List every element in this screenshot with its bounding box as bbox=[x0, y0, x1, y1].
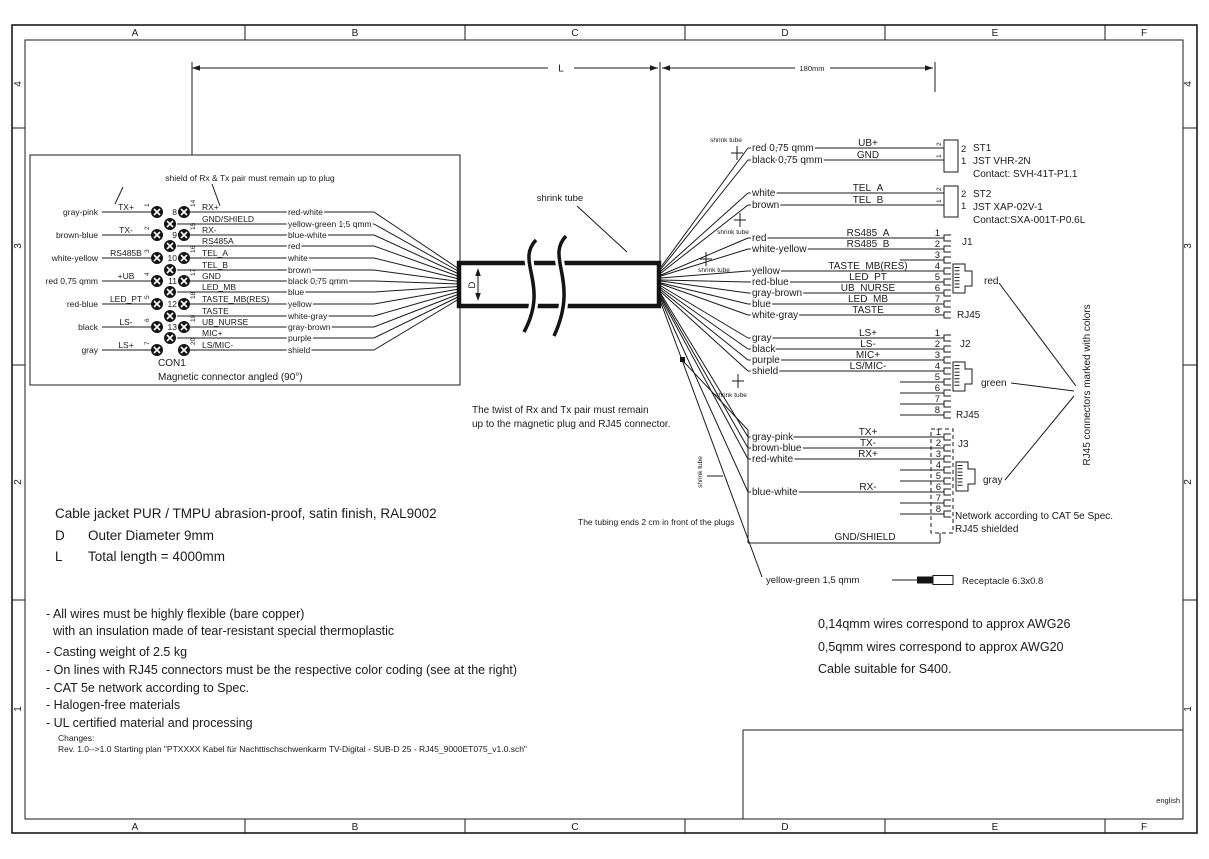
receptacle-crimp bbox=[917, 577, 933, 584]
pin-number: 8 bbox=[934, 405, 940, 416]
pin-number: 7 bbox=[934, 294, 940, 305]
pin-number: 19 bbox=[190, 314, 197, 322]
wire-color: brown bbox=[752, 200, 780, 211]
pin-number: 16 bbox=[190, 245, 197, 253]
wire-color: brown-blue bbox=[752, 443, 802, 454]
frame-col-label: F bbox=[1140, 28, 1148, 39]
connector-contact: Contact: SVH-41T-P1.1 bbox=[973, 169, 1078, 180]
wire-color: white bbox=[288, 253, 308, 263]
wire-signal: TX+ bbox=[858, 427, 878, 438]
wire-signal: TX- bbox=[859, 438, 877, 449]
shield-junction-dot bbox=[680, 357, 685, 362]
frame-col-label: D bbox=[781, 822, 789, 833]
pin-number: 5 bbox=[144, 295, 151, 299]
frame-col-label: D bbox=[781, 28, 789, 39]
pin-number: 1 bbox=[935, 427, 941, 438]
cable-spec-notes bbox=[46, 506, 527, 754]
pin-number: 2 bbox=[144, 226, 151, 230]
cat5e-note: Network according to CAT 5e Spec. bbox=[955, 511, 1114, 522]
j3-stubs bbox=[944, 434, 951, 517]
frame-col-label: B bbox=[351, 28, 359, 39]
pin-number: 6 bbox=[934, 383, 940, 394]
leader-line bbox=[999, 283, 1076, 386]
wire-signal: UB_NURSE bbox=[840, 283, 896, 294]
dim-length-label: L bbox=[558, 63, 564, 75]
shrink-tube-label: shrink tube bbox=[715, 392, 747, 399]
wire-signal: LED_PT bbox=[109, 294, 143, 304]
bullet-note: - All wires must be highly flexible (bare copper) bbox=[46, 607, 305, 621]
wire-signal: RX+ bbox=[202, 202, 219, 212]
title-block-divider bbox=[743, 730, 1183, 819]
pin-number: 17 bbox=[190, 268, 197, 276]
pin-number: 1 bbox=[144, 203, 151, 207]
wire-signal: LS/MIC- bbox=[202, 340, 234, 350]
con1-left-labels bbox=[46, 202, 151, 355]
st1 bbox=[752, 138, 1078, 180]
wire-color: red 0,75 qmm bbox=[45, 276, 98, 286]
connector-id: ST1 bbox=[973, 143, 992, 154]
bullet-note: - Casting weight of 2.5 kg bbox=[46, 645, 188, 659]
awg-note: 0,5qmm wires correspond to approx AWG20 bbox=[818, 640, 1064, 654]
rj45-shielded-note: RJ45 shielded bbox=[955, 524, 1019, 535]
language-note: english bbox=[1156, 796, 1180, 805]
frame-col-label: C bbox=[571, 28, 579, 39]
frame-col-label: C bbox=[571, 822, 579, 833]
j1-stubs bbox=[944, 235, 951, 318]
wire-color: blue bbox=[752, 299, 771, 310]
wire-signal: MIC+ bbox=[855, 350, 881, 361]
con1-shield-note: shield of Rx & Tx pair must remain up to plug bbox=[165, 173, 335, 183]
wire-color: yellow-green 1,5 qmm bbox=[766, 575, 860, 586]
wire-signal: RX- bbox=[859, 482, 877, 493]
con1-type: Magnetic connector angled (90°) bbox=[158, 372, 303, 383]
pin-number: 6 bbox=[934, 283, 940, 294]
bullet-note: with an insulation made of tear-resistant special thermoplastic bbox=[53, 624, 395, 638]
twist-note-line2: up to the magnetic plug and RJ45 connector. bbox=[472, 419, 671, 430]
wire-color: white-gray bbox=[752, 310, 799, 321]
changes-title: Changes: bbox=[58, 733, 95, 743]
frame-row-label: 3 bbox=[1183, 243, 1194, 249]
wire-color: white-yellow bbox=[752, 244, 807, 255]
pin-number: 1 bbox=[936, 199, 943, 203]
rj45-jack-icon bbox=[956, 462, 975, 491]
cable bbox=[459, 193, 659, 336]
ground-wire bbox=[766, 575, 1043, 587]
rj45-color-mark: green bbox=[981, 378, 1007, 389]
pin-number: 3 bbox=[934, 250, 940, 261]
wire-color: black 0,75 qmm bbox=[752, 155, 823, 166]
pin-number: 4 bbox=[144, 272, 151, 276]
wire-signal: TEL_B bbox=[202, 260, 228, 270]
pin-number: 2 bbox=[934, 339, 940, 350]
pin-number: 11 bbox=[168, 276, 177, 286]
pin-number: 8 bbox=[172, 207, 177, 217]
awg-notes bbox=[818, 617, 1070, 676]
j2-stubs bbox=[944, 335, 951, 418]
frame-row-label: 1 bbox=[13, 706, 24, 712]
shrink-tube-label: shrink tube bbox=[717, 229, 749, 236]
wire-color: white-gray bbox=[288, 311, 328, 321]
pin-number: 2 bbox=[936, 187, 943, 191]
wire-color: black bbox=[78, 322, 98, 332]
wire-signal: TEL_A bbox=[852, 183, 884, 194]
d-text: Outer Diameter 9mm bbox=[88, 528, 215, 543]
connector-contact: Contact:SXA-001T-P0.6L bbox=[973, 215, 1086, 226]
dim-180mm-label: 180mm bbox=[799, 64, 825, 73]
pin-number: 9 bbox=[172, 230, 177, 240]
connector-type: RJ45 bbox=[956, 410, 980, 421]
awg-note: 0,14qmm wires correspond to approx AWG26 bbox=[818, 617, 1071, 631]
wire-signal: LS/MIC- bbox=[849, 361, 887, 372]
wire-color: red-blue bbox=[752, 277, 789, 288]
wire-color: gray bbox=[81, 345, 98, 355]
receptacle-body bbox=[933, 576, 953, 585]
pin-number: 14 bbox=[190, 199, 197, 207]
wire-color: gray-brown bbox=[752, 288, 803, 299]
rj45-color-mark: gray bbox=[983, 475, 1003, 486]
pin-number: 7 bbox=[934, 394, 940, 405]
rj45-jack-icon bbox=[953, 362, 972, 391]
wire-signal: LS+ bbox=[858, 328, 878, 339]
wire-signal: RS485_B bbox=[846, 239, 890, 250]
bullet-note: - CAT 5e network according to Spec. bbox=[46, 681, 250, 695]
d-label: D bbox=[55, 528, 65, 543]
shrink-tube-label: shrink tube bbox=[536, 193, 584, 204]
gnd-shield-label: GND/SHIELD bbox=[834, 532, 896, 543]
pin-number: 12 bbox=[167, 299, 177, 309]
connector-id: ST2 bbox=[973, 189, 992, 200]
wire-signal: GND/SHIELD bbox=[202, 214, 254, 224]
wire-color: black bbox=[752, 344, 776, 355]
dim-arrow bbox=[650, 65, 658, 71]
dim-arrow bbox=[662, 65, 670, 71]
wire-color: red-blue bbox=[66, 299, 98, 309]
bullet-note: - UL certified material and processing bbox=[46, 716, 253, 730]
wire-signal: TEL_B bbox=[852, 195, 884, 206]
wire-color: red-white bbox=[752, 454, 794, 465]
pin-number: 6 bbox=[935, 482, 941, 493]
pin-number: 20 bbox=[190, 337, 197, 345]
wire-color: blue-white bbox=[752, 487, 798, 498]
bullet-note: - Halogen-free materials bbox=[46, 698, 181, 712]
wire-color: red bbox=[752, 233, 767, 244]
wire-color: black 0,75 qmm bbox=[288, 276, 348, 286]
wire-signal: MIC+ bbox=[202, 328, 223, 338]
pin-number: 2 bbox=[934, 239, 940, 250]
dim-arrow bbox=[925, 65, 933, 71]
l-label: L bbox=[55, 549, 63, 564]
wire-color: gray-pink bbox=[63, 207, 98, 217]
shrink-tube-label: shrink tube bbox=[698, 267, 730, 274]
frame-col-label: A bbox=[131, 822, 139, 833]
wire-signal: UB_NURSE bbox=[202, 317, 249, 327]
wire-color: gray-brown bbox=[288, 322, 331, 332]
pin-number: 8 bbox=[934, 305, 940, 316]
frame-col-label: A bbox=[131, 28, 139, 39]
connector-part: JST VHR-2N bbox=[973, 156, 1031, 167]
pin-number: 1 bbox=[934, 228, 940, 239]
pin-number: 4 bbox=[935, 460, 941, 471]
wire-signal: LS- bbox=[860, 339, 876, 350]
con1-pin-field bbox=[151, 199, 197, 356]
connector-id: J2 bbox=[960, 339, 971, 350]
pin-number: 2 bbox=[961, 189, 967, 200]
frame-row-label: 4 bbox=[1183, 81, 1194, 87]
l-text: Total length = 4000mm bbox=[88, 549, 225, 564]
wire-color: gray-pink bbox=[752, 432, 794, 443]
changes-revision-line: Rev. 1.0-->1.0 Starting plan "PTXXXX Kabel für Nachttischschwenkarm TV-Digital - SUB-D 25 - RJ45_9000ET075_v1.0.sch" bbox=[58, 744, 527, 754]
pin-number: 13 bbox=[167, 322, 177, 332]
pin-number: 1 bbox=[934, 328, 940, 339]
frame-row-label: 3 bbox=[13, 243, 24, 249]
wire-color: white bbox=[752, 188, 776, 199]
frame-row-label: 2 bbox=[1183, 479, 1194, 485]
pin-number: 4 bbox=[934, 361, 940, 372]
frame-row-label: 2 bbox=[13, 479, 24, 485]
frame-col-label: E bbox=[991, 28, 999, 39]
wire-color: yellow bbox=[752, 266, 780, 277]
dim-diameter-label: D bbox=[467, 281, 478, 289]
wire-fan-right bbox=[661, 148, 940, 577]
connector-part: JST XAP-02V-1 bbox=[973, 202, 1043, 213]
pin-number: 2 bbox=[936, 142, 943, 146]
wire-color: gray bbox=[752, 333, 772, 344]
wire-signal: RX- bbox=[202, 225, 217, 235]
rj45-colors-note: RJ45 connectors marked with colors bbox=[1082, 304, 1093, 466]
j2 bbox=[752, 328, 1074, 421]
pin-number: 3 bbox=[934, 350, 940, 361]
pin-number: 1 bbox=[961, 156, 967, 167]
shrink-tube-label: shrink tube bbox=[697, 456, 704, 488]
connector-type: RJ45 bbox=[957, 310, 981, 321]
wire-color: shield bbox=[752, 366, 779, 377]
wire-signal: UB+ bbox=[858, 138, 878, 149]
wire-color: brown-blue bbox=[55, 230, 98, 240]
wire-color: purple bbox=[752, 355, 780, 366]
rj45-color-mark: red bbox=[984, 276, 999, 287]
pin-number: 8 bbox=[935, 504, 941, 515]
wire-color: brown bbox=[288, 265, 312, 275]
j1 bbox=[751, 228, 1076, 386]
wire-color: yellow bbox=[288, 299, 312, 309]
wire-signal: TASTE_MB(RES) bbox=[828, 261, 908, 272]
wire-color: shield bbox=[288, 345, 311, 355]
wire-color: red bbox=[288, 241, 301, 251]
frame-row-label: 1 bbox=[1183, 706, 1194, 712]
wire-signal: LS+ bbox=[118, 340, 134, 350]
connector-id: J3 bbox=[958, 439, 969, 450]
wire-signal: RS485B bbox=[110, 248, 142, 258]
pin-number: 18 bbox=[190, 291, 197, 299]
pin-number: 1 bbox=[936, 154, 943, 158]
pin-number: 7 bbox=[935, 493, 941, 504]
wire-signal: LS- bbox=[119, 317, 133, 327]
wire-color: blue bbox=[288, 287, 305, 297]
wire-color: blue-white bbox=[288, 230, 327, 240]
wire-signal: LED_MB bbox=[847, 294, 889, 305]
wire-color: white-yellow bbox=[51, 253, 98, 263]
dim-arrow bbox=[192, 65, 200, 71]
pin-number: 3 bbox=[144, 249, 151, 253]
wire-signal: TEL_A bbox=[202, 248, 228, 258]
pin-number: 3 bbox=[935, 449, 941, 460]
wire-signal: LED_MB bbox=[202, 282, 237, 292]
bullet-note: - On lines with RJ45 connectors must be the respective color coding (see at the right) bbox=[46, 663, 518, 677]
wire-signal: RX+ bbox=[858, 449, 878, 460]
jacket-note: Cable jacket PUR / TMPU abrasion-proof, satin finish, RAL9002 bbox=[55, 506, 437, 521]
cable-suitability-note: Cable suitable for S400. bbox=[818, 662, 952, 676]
wire-signal: TASTE_MB(RES) bbox=[202, 294, 270, 304]
wire-signal: GND bbox=[202, 271, 221, 281]
wire-signal: LED_PT bbox=[849, 272, 887, 283]
con1-name: CON1 bbox=[158, 358, 186, 369]
wire-color: red-white bbox=[288, 207, 323, 217]
wire-color: purple bbox=[288, 333, 312, 343]
receptacle-label: Receptacle 6.3x0.8 bbox=[962, 576, 1044, 587]
tubing-note: The tubing ends 2 cm in front of the plugs bbox=[578, 517, 735, 527]
wire-signal: GND bbox=[856, 150, 880, 161]
wire-signal: RS485A bbox=[202, 236, 234, 246]
pin-number: 5 bbox=[935, 471, 941, 482]
con1-right-labels bbox=[202, 202, 372, 355]
frame-col-label: F bbox=[1140, 822, 1148, 833]
twist-note-line1: The twist of Rx and Tx pair must remain bbox=[472, 405, 649, 416]
pin-number: 15 bbox=[190, 222, 197, 230]
wire-signal: RS485_A bbox=[846, 228, 890, 239]
wire-color: yellow-green 1,5 qmm bbox=[288, 219, 372, 229]
wire-signal: TASTE bbox=[852, 305, 884, 316]
shrink-tube-label: shrink tube bbox=[710, 137, 742, 144]
pin-number: 5 bbox=[934, 272, 940, 283]
frame-row-label: 4 bbox=[13, 81, 24, 87]
pin-number: 6 bbox=[144, 318, 151, 322]
pin-number: 4 bbox=[934, 261, 940, 272]
wire-signal: TX+ bbox=[118, 202, 134, 212]
wire-color: red 0,75 qmm bbox=[752, 143, 814, 154]
wire-signal: +UB bbox=[117, 271, 135, 281]
pin-number: 7 bbox=[144, 341, 151, 345]
pin-number: 10 bbox=[167, 253, 177, 263]
wire-signal: TX- bbox=[119, 225, 133, 235]
rj45-jack-icon bbox=[953, 264, 972, 293]
wire-signal: TASTE bbox=[202, 306, 229, 316]
pin-number: 5 bbox=[934, 372, 940, 383]
leader-line bbox=[1005, 396, 1074, 480]
pin-number: 2 bbox=[935, 438, 941, 449]
pin-number: 2 bbox=[961, 144, 967, 155]
frame-col-label: B bbox=[351, 822, 359, 833]
leader-line bbox=[1011, 383, 1074, 391]
pin-number: 1 bbox=[961, 201, 967, 212]
frame-col-label: E bbox=[991, 822, 999, 833]
connector-id: J1 bbox=[962, 237, 973, 248]
frame-labels bbox=[13, 28, 1194, 833]
